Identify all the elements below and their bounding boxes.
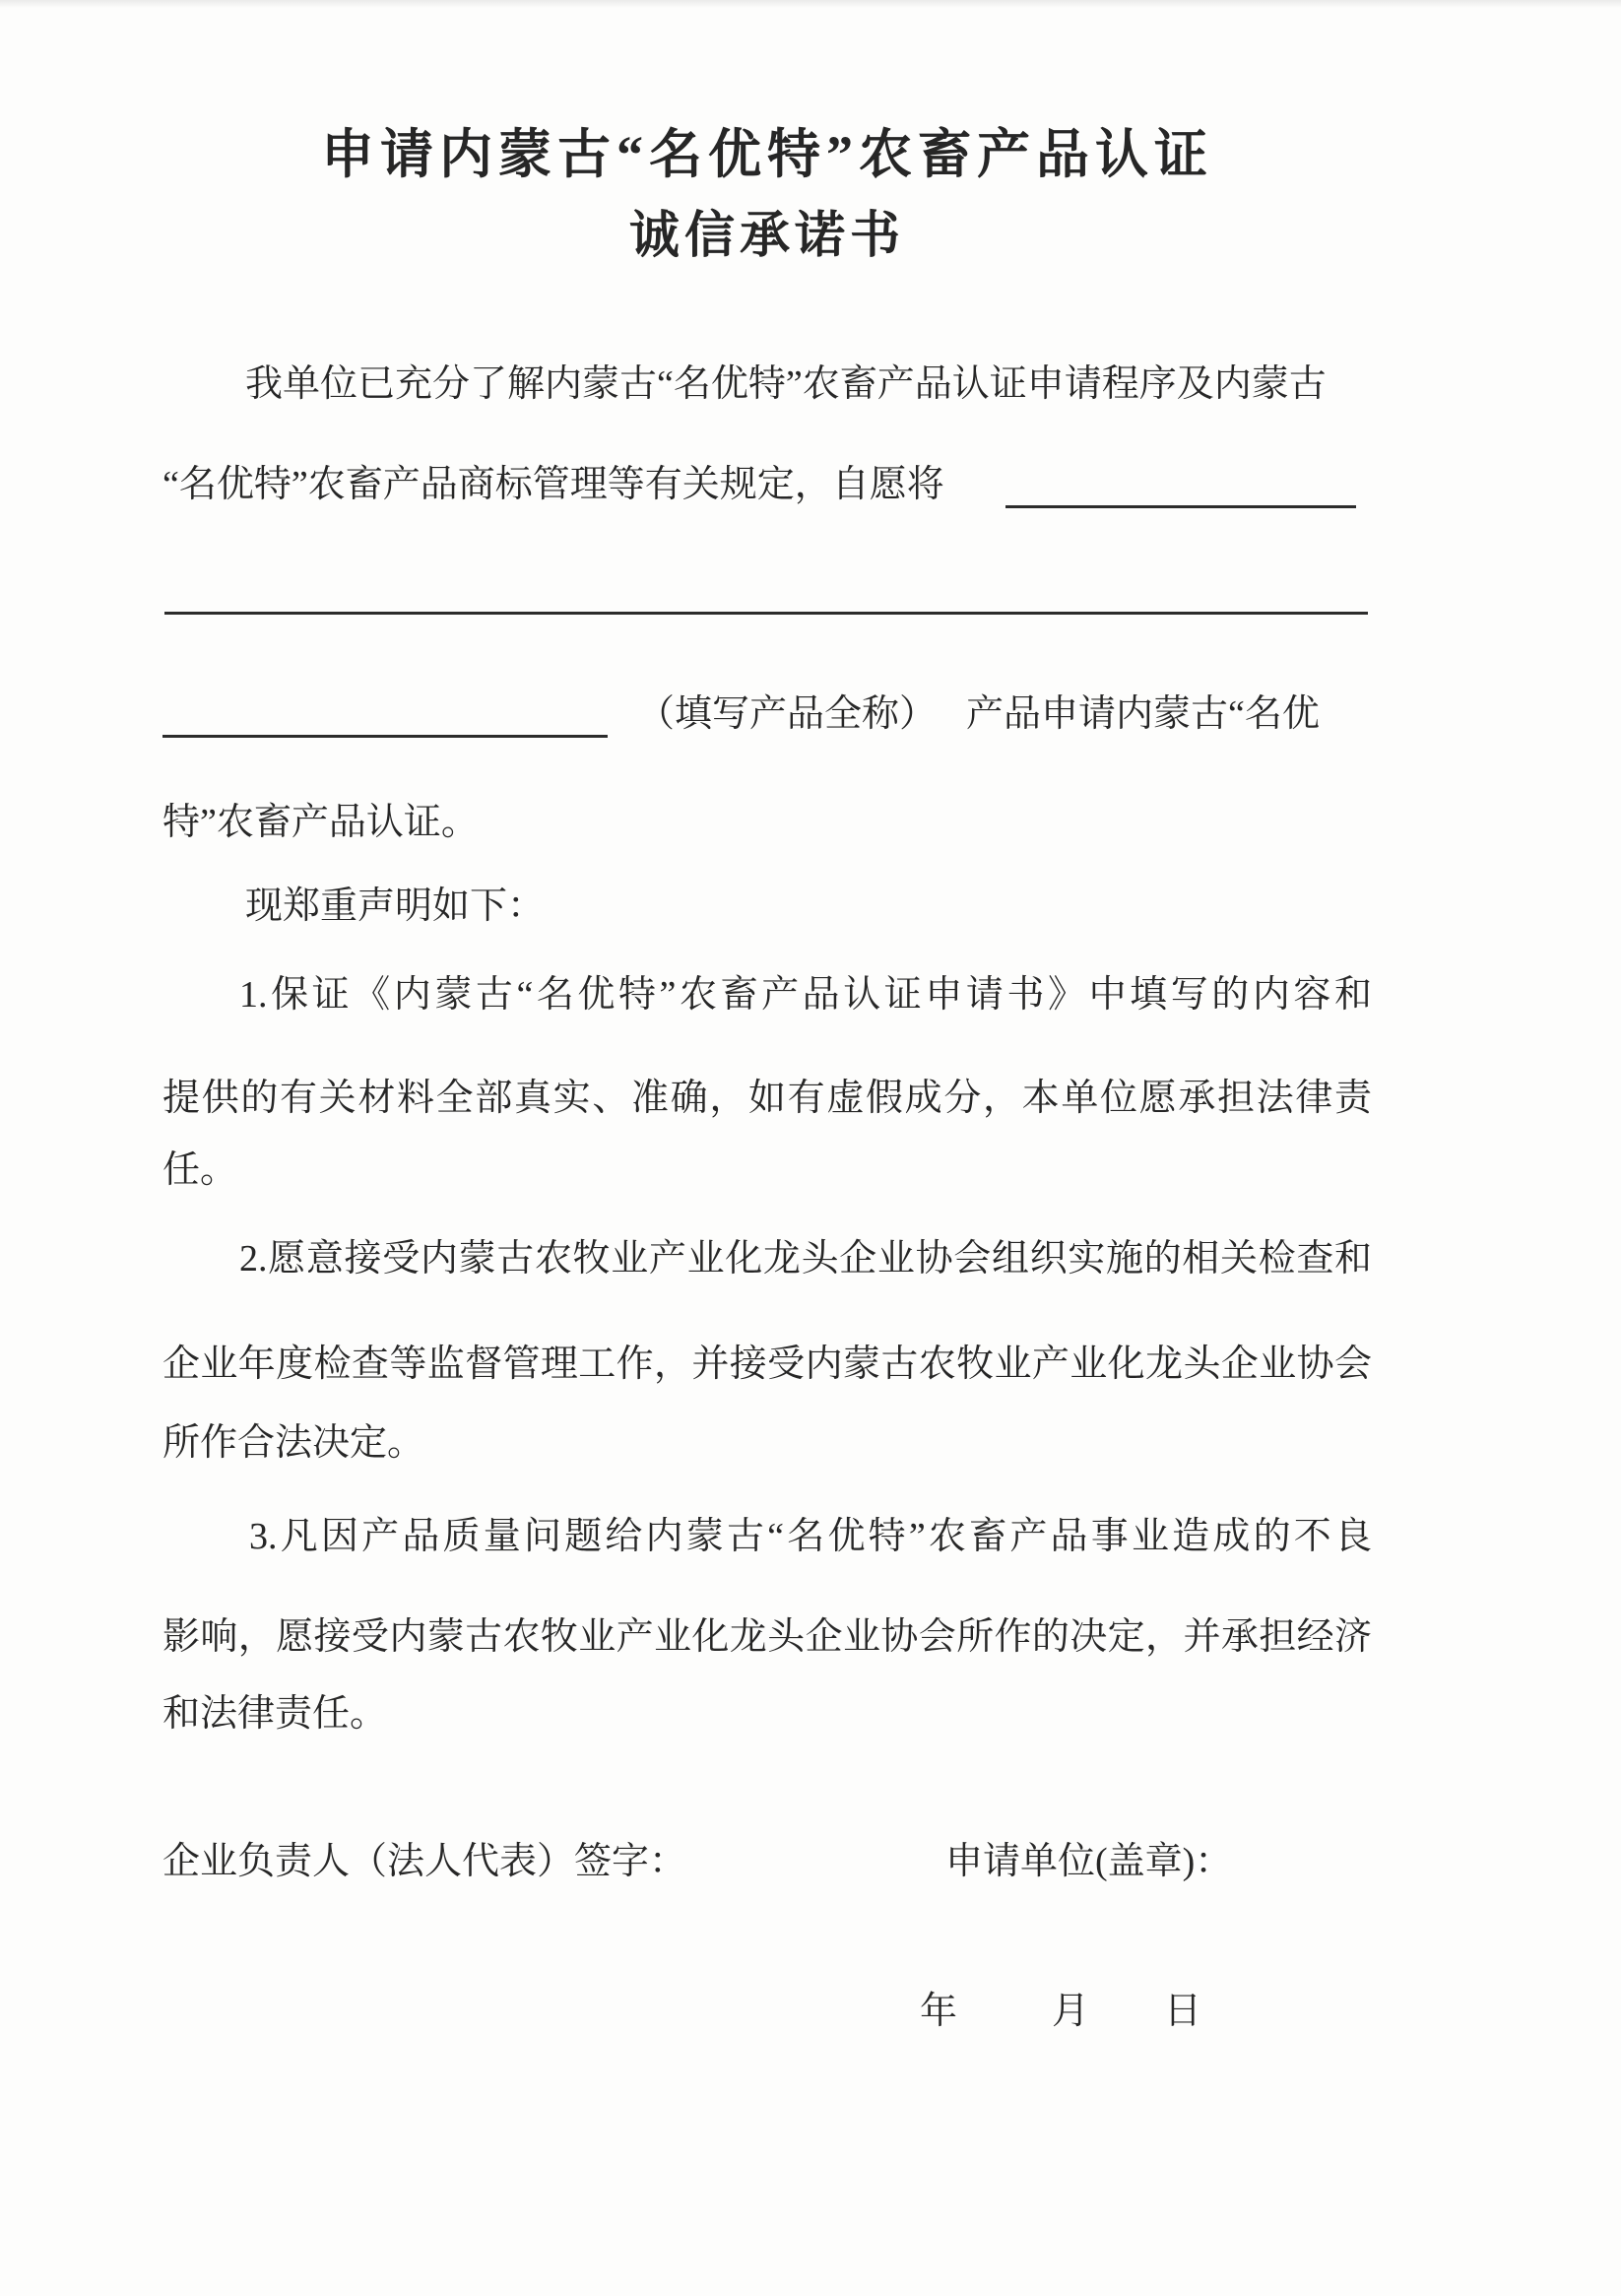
item3-line1: 3.凡因产品质量问题给内蒙古“名优特”农畜产品事业造成的不良 (249, 1516, 1372, 1557)
item3-line3: 和法律责任。 (162, 1693, 388, 1735)
date-month-label: 月 (1052, 1991, 1090, 2032)
paragraph1-line2-text: “名优特”农畜产品商标管理等有关规定，自愿将 (162, 464, 944, 505)
fill-product-fullname-note: （填写产品全称） (637, 693, 938, 735)
document-title-line2: 诚信承诺书 (628, 209, 905, 264)
document-title-line1: 申请内蒙古“名优特”农畜产品认证 (321, 125, 1213, 184)
paragraph1-line3-text: 产品申请内蒙古“名优 (966, 693, 1320, 735)
item2-line3: 所作合法决定。 (162, 1422, 425, 1464)
product-name-blank-3 (162, 697, 608, 738)
paragraph1-line2 (162, 461, 1372, 508)
paragraph1-line3 (162, 690, 1372, 738)
responsible-person-signature-label: 企业负责人（法人代表）签字： (162, 1841, 687, 1882)
item1-line2: 提供的有关材料全部真实、准确，如有虚假成分，本单位愿承担法律责 (162, 1078, 1372, 1119)
product-name-blank-2 (164, 612, 1368, 615)
item2-line2: 企业年度检查等监督管理工作，并接受内蒙古农牧业产业化龙头企业协会 (162, 1344, 1372, 1385)
document-content (162, 0, 1372, 2296)
product-name-blank-1 (1005, 468, 1356, 508)
date-day-label: 日 (1164, 1991, 1202, 2032)
date-year-label: 年 (920, 1991, 958, 2032)
applicant-unit-seal-label: 申请单位(盖章)： (945, 1841, 1233, 1882)
declaration-heading: 现郑重声明如下： (245, 886, 546, 927)
item1-line1: 1.保证《内蒙古“名优特”农畜产品认证申请书》中填写的内容和 (239, 974, 1372, 1016)
item1-line3: 任。 (162, 1149, 238, 1191)
paragraph1-line1: 我单位已充分了解内蒙古“名优特”农畜产品认证申请程序及内蒙古 (245, 363, 1327, 405)
item3-line2: 影响，愿接受内蒙古农牧业产业化龙头企业协会所作的决定，并承担经济 (162, 1616, 1372, 1658)
item2-line1: 2.愿意接受内蒙古农牧业产业化龙头企业协会组织实施的相关检查和 (239, 1238, 1372, 1279)
paragraph1-line4: 特”农畜产品认证。 (162, 802, 479, 843)
signature-row (162, 1838, 1372, 1885)
